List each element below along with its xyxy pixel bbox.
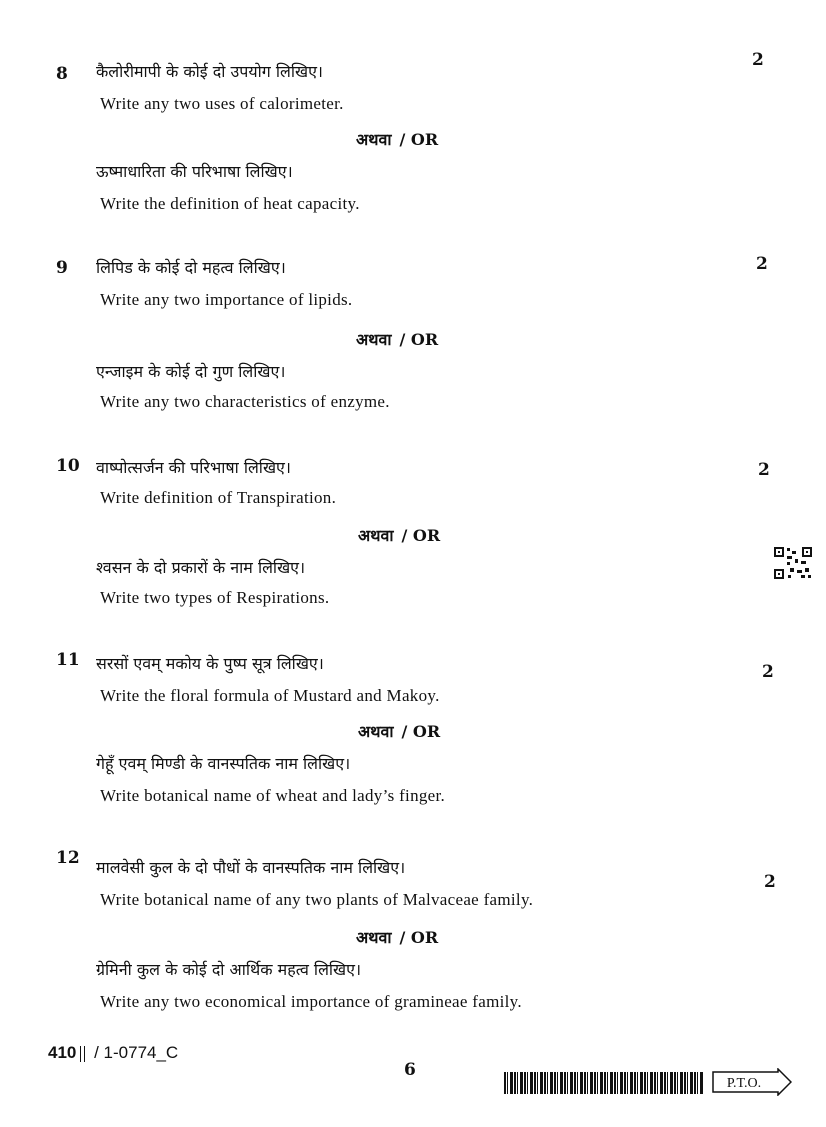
question-text-hindi: सरसों एवम् मकोय के पुष्प सूत्र लिखिए। bbox=[96, 654, 324, 673]
alternative-text-hindi: गेहूँ एवम् मिण्डी के वानस्पतिक नाम लिखिए। bbox=[96, 754, 351, 773]
or-separator: अथवा / OR bbox=[356, 330, 439, 349]
question-marks: 2 bbox=[752, 50, 764, 70]
alternative-text-english: Write botanical name of wheat and lady’s finger. bbox=[100, 786, 446, 805]
question-text-hindi: मालवेसी कुल के दो पौधों के वानस्पतिक नाम लिखिए। bbox=[96, 858, 406, 877]
question-number: 12 bbox=[56, 848, 80, 868]
barcode-icon bbox=[504, 1072, 704, 1094]
pto-arrow-icon bbox=[712, 1068, 792, 1096]
alternative-text-english: Write any two characteristics of enzyme. bbox=[100, 392, 390, 411]
question-number: 8 bbox=[56, 64, 68, 84]
or-separator: अथवा / OR bbox=[358, 722, 441, 741]
pto-label: P.T.O. bbox=[726, 1076, 762, 1091]
or-separator: अथवा / OR bbox=[356, 928, 439, 947]
question-marks: 2 bbox=[756, 254, 768, 274]
question-text-english: Write any two uses of calorimeter. bbox=[100, 94, 344, 113]
alternative-text-hindi: ऊष्माधारिता की परिभाषा लिखिए। bbox=[96, 162, 293, 181]
or-separator: अथवा / OR bbox=[356, 130, 439, 149]
question-text-hindi: लिपिड के कोई दो महत्व लिखिए। bbox=[96, 258, 286, 277]
paper-code: 410 / 1-0774_C bbox=[48, 1043, 179, 1062]
question-text-english: Write definition of Transpiration. bbox=[100, 488, 337, 507]
alternative-text-english: Write two types of Respirations. bbox=[100, 588, 330, 607]
alternative-text-hindi: ग्रेमिनी कुल के कोई दो आर्थिक महत्व लिखिए। bbox=[96, 960, 362, 979]
alternative-text-english: Write the definition of heat capacity. bbox=[100, 194, 360, 213]
page-number: 6 bbox=[404, 1060, 416, 1080]
question-text-hindi: कैलोरीमापी के कोई दो उपयोग लिखिए। bbox=[96, 62, 323, 81]
alternative-text-english: Write any two economical importance of gramineae family. bbox=[100, 992, 522, 1011]
question-text-hindi: वाष्पोत्सर्जन की परिभाषा लिखिए। bbox=[96, 458, 291, 477]
question-marks: 2 bbox=[758, 460, 770, 480]
question-number: 9 bbox=[56, 258, 68, 278]
question-text-english: Write the floral formula of Mustard and Makoy. bbox=[100, 686, 440, 705]
alternative-text-hindi: श्वसन के दो प्रकारों के नाम लिखिए। bbox=[96, 558, 306, 577]
question-marks: 2 bbox=[764, 872, 776, 892]
question-marks: 2 bbox=[762, 662, 774, 682]
qr-code-icon bbox=[773, 546, 813, 580]
question-number: 11 bbox=[56, 650, 80, 670]
or-separator: अथवा / OR bbox=[358, 526, 441, 545]
alternative-text-hindi: एन्जाइम के कोई दो गुण लिखिए। bbox=[96, 362, 286, 381]
question-text-english: Write any two importance of lipids. bbox=[100, 290, 353, 309]
question-text-english: Write botanical name of any two plants of Malvaceae family. bbox=[100, 890, 534, 909]
question-number: 10 bbox=[56, 456, 80, 476]
